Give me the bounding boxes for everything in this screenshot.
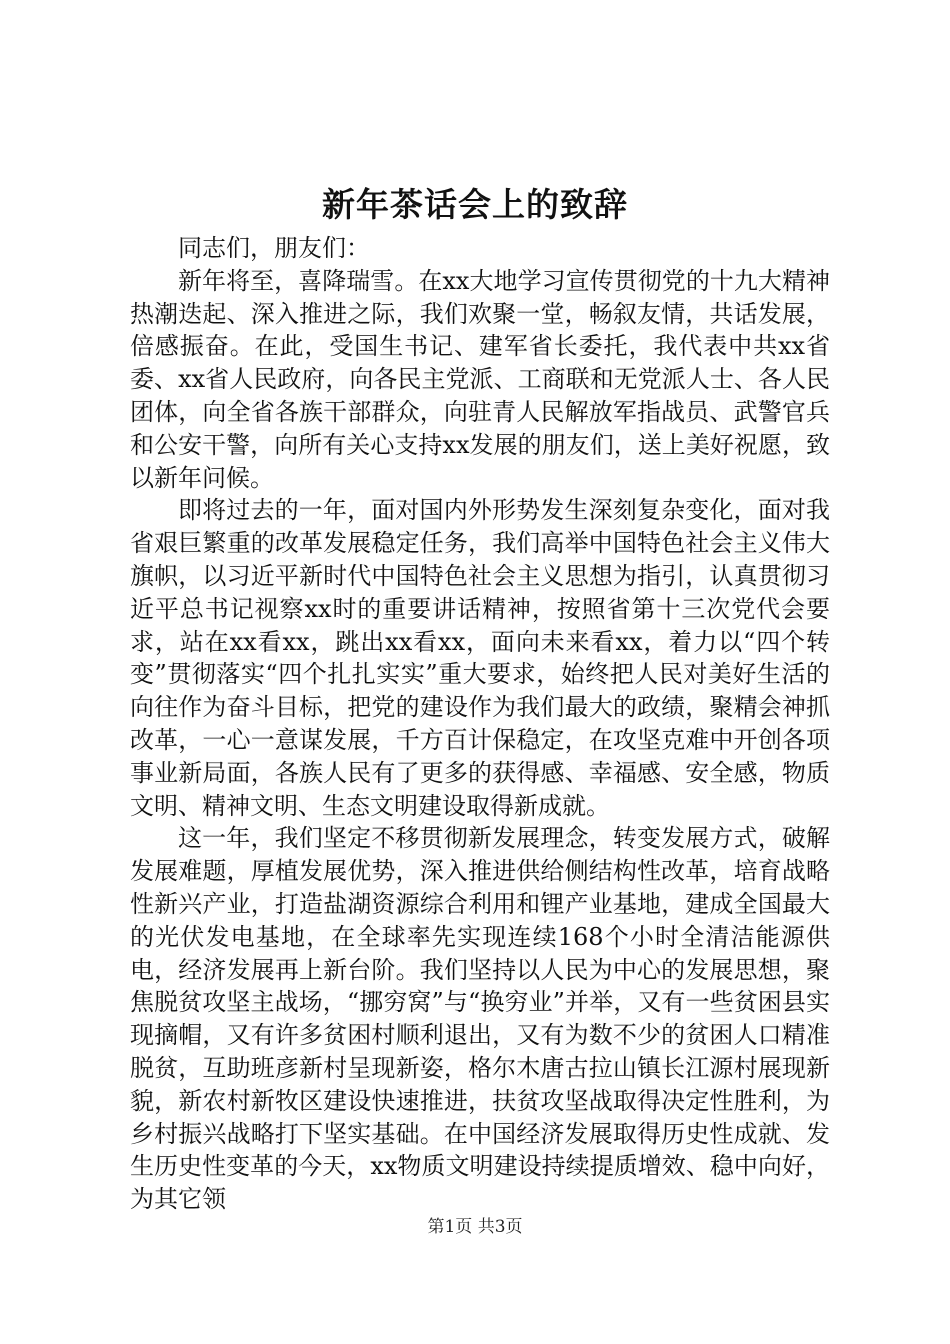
document-body	[130, 232, 830, 1216]
paragraph-3: 这一年，我们坚定不移贯彻新发展理念，转变发展方式，破解发展难题，厚植发展优势，深入推进供给侧结构性改革，培育战略性新兴产业，打造盐湖资源综合利用和锂产业基地，建成全国最大的光伏发电基地，在全球率先实现连续168个小时全清洁能源供电，经济发展再上新台阶。我们坚持以人民为中心的发展思想，聚焦脱贫攻坚主战场，“挪穷窝”与“换穷业”并举，又有一些贫困县实现摘帽，又有许多贫困村顺利退出，又有为数不少的贫困人口精准脱贫，互助班彦新村呈现新姿，格尔木唐古拉山镇长江源村展现新貌，新农村新牧区建设快速推进，扶贫攻坚战取得决定性胜利，为乡村振兴战略打下坚实基础。在中国经济发展取得历史性成就、发生历史性变革的今天，xx物质文明建设持续提质增效、稳中向好，为其它领	[130, 824, 830, 1214]
document-title: 新年茶话会上的致辞	[322, 185, 628, 224]
page-number: 第1页 共3页	[427, 1217, 523, 1237]
paragraph-1: 新年将至，喜降瑞雪。在xx大地学习宣传贯彻党的十九大精神热潮迭起、深入推进之际，我们欢聚一堂，畅叙友情，共话发展，倍感振奋。在此，受国生书记、建军省长委托，我代表中共xx省委、xx省人民政府，向各民主党派、工商联和无党派人士、各人民团体，向全省各族干部群众，向驻青人民解放军指战员、武警官兵和公安干警，向所有关心支持xx发展的朋友们，送上美好祝愿，致以新年问候。	[130, 266, 830, 492]
salutation: 同志们，朋友们：	[178, 234, 370, 262]
paragraph-2: 即将过去的一年，面对国内外形势发生深刻复杂变化，面对我省艰巨繁重的改革发展稳定任务，我们高举中国特色社会主义伟大旗帜，以习近平新时代中国特色社会主义思想为指引，认真贯彻习近平总书记视察xx时的重要讲话精神，按照省第十三次党代会要求，站在xx看xx，跳出xx看xx，面向未来看xx，着力以“四个转变”贯彻落实“四个扎扎实实”重大要求，始终把人民对美好生活的向往作为奋斗目标，把党的建设作为我们最大的政绩，聚精会神抓改革，一心一意谋发展，千方百计保稳定，在攻坚克难中开创各项事业新局面，各族人民有了更多的获得感、幸福感、安全感，物质文明、精神文明、生态文明建设取得新成就。	[130, 496, 830, 820]
